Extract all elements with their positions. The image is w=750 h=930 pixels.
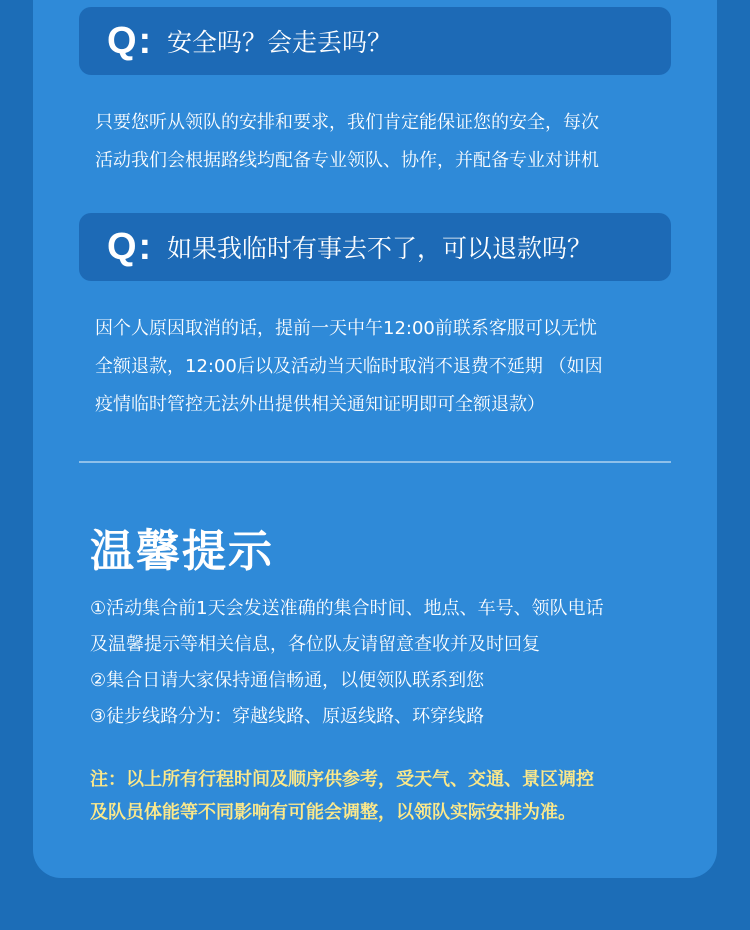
faq-answer-2-line-2: 全额退款，12:00后以及活动当天临时取消不退费不延期 （如因: [95, 356, 603, 377]
faq-answer-2-line-3: 疫情临时管控无法外出提供相关通知证明即可全额退款）: [95, 394, 545, 415]
tips-title: 温馨提示: [90, 526, 274, 577]
faq-question-1: 安全吗？会走丢吗？: [167, 28, 393, 57]
faq-question-2: 如果我临时有事去不了，可以退款吗？: [167, 234, 593, 263]
tips-line-4: ③徒步线路分为：穿越线路、原返线路、环穿线路: [90, 706, 485, 727]
faq-question-bar-2: [79, 213, 671, 281]
tips-line-3: ②集合日请大家保持通信畅通，以便领队联系到您: [90, 670, 485, 691]
tips-line-1: ①活动集合前1天会发送准确的集合时间、地点、车号、领队电话: [90, 598, 604, 619]
tips-line-2: 及温馨提示等相关信息，各位队友请留意查收并及时回复: [90, 634, 540, 655]
tips-note-line-1: 注：以上所有行程时间及顺序供参考，受天气、交通、景区调控: [90, 769, 594, 790]
tips-note: [90, 763, 700, 829]
question-mark-label: Q:: [107, 225, 154, 268]
faq-answer-1: [95, 104, 695, 180]
tips-note-line-2: 及队员体能等不同影响有可能会调整，以领队实际安排为准。: [90, 802, 576, 823]
tips-list: [90, 591, 700, 735]
faq-answer-2-line-1: 因个人原因取消的话，提前一天中午12:00前联系客服可以无忧: [95, 318, 597, 339]
faq-answer-2: [95, 310, 695, 424]
faq-answer-1-line-2: 活动我们会根据路线均配备专业领队、协作，并配备专业对讲机: [95, 150, 599, 171]
section-divider: [79, 461, 671, 463]
faq-question-bar-1: [79, 7, 671, 75]
faq-answer-1-line-1: 只要您听从领队的安排和要求，我们肯定能保证您的安全，每次: [95, 112, 599, 133]
question-mark-label: Q:: [107, 19, 154, 62]
